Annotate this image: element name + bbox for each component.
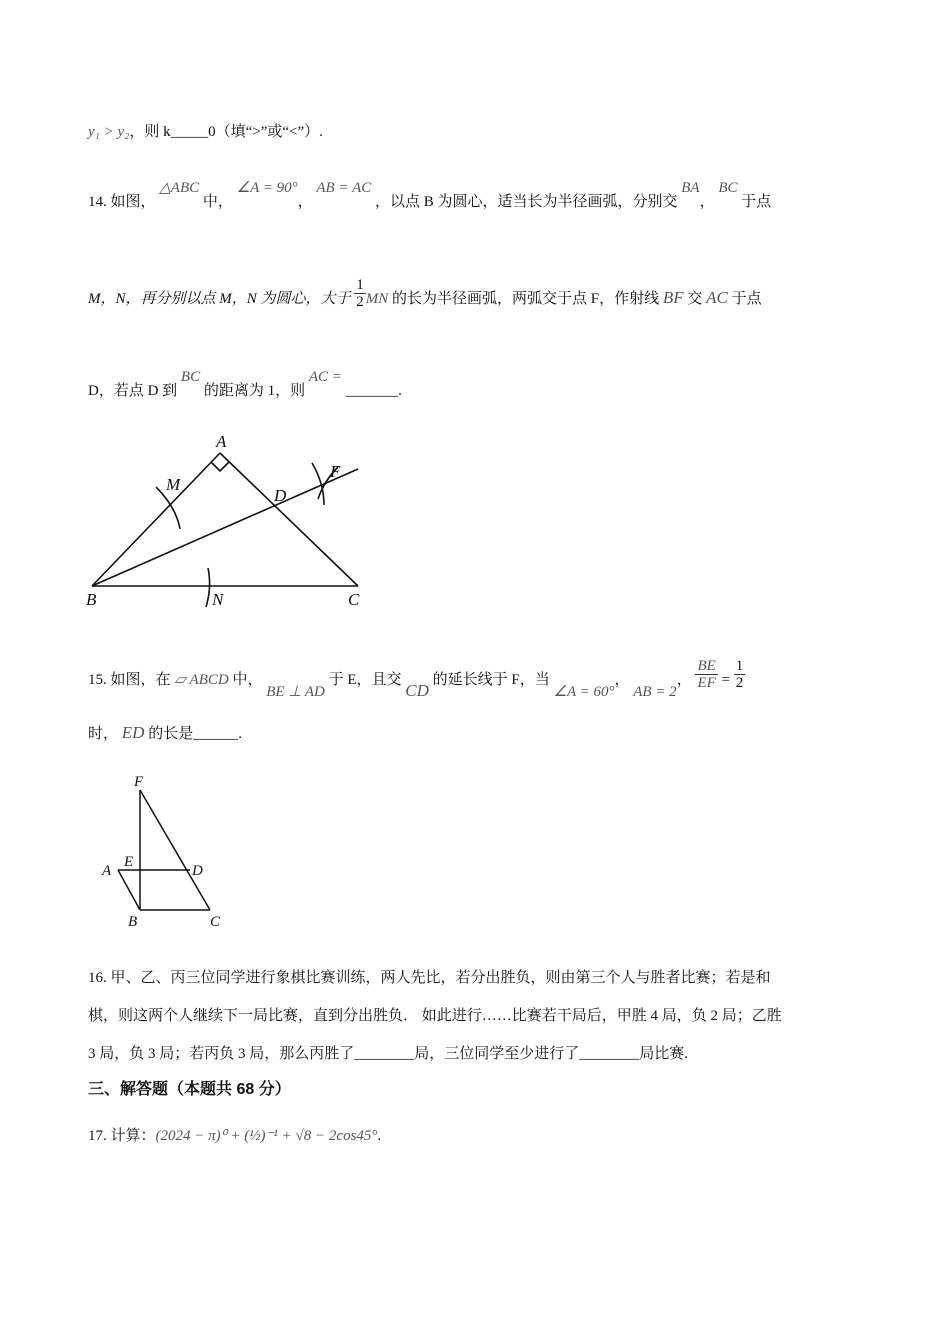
q15-ed: ED — [121, 723, 145, 742]
q14-line3 — [88, 369, 402, 400]
ray-bf — [92, 469, 358, 586]
q15-eq: = — [721, 671, 730, 688]
q15-cd: CD — [405, 680, 429, 700]
q15-angle: ∠A = 60° — [553, 683, 615, 700]
q14-comma2: ， — [699, 194, 715, 210]
label-f: F — [330, 462, 341, 481]
label-a: A — [216, 432, 227, 451]
q14-bc2: BC — [180, 369, 201, 385]
q15-half-fraction — [734, 658, 746, 691]
q14-bc: BC — [718, 180, 738, 196]
figure-triangle-abc — [80, 425, 380, 615]
q15-number: 15. 如图，在 — [88, 671, 171, 688]
section-heading: 三、解答题（本题共 68 分） — [88, 1081, 291, 1098]
q15-ratio-fraction — [695, 658, 717, 691]
q14-l2a: M，N，再分别以点 M，N 为圆心，大于 — [88, 290, 351, 307]
side-ab — [92, 453, 220, 586]
q13-condition: y₁ > y₂ — [88, 124, 130, 140]
q13-text: ，则 k_____0（填“>”或“<”）. — [129, 124, 323, 140]
q14-l2d: 于点 — [731, 290, 762, 307]
q14-half-den: 2 — [356, 294, 364, 310]
q14-text2: 于点 — [741, 194, 772, 210]
q14-bf: BF — [662, 287, 684, 307]
label-d2: D — [192, 863, 203, 879]
arc-n — [206, 568, 210, 607]
label-e2: E — [124, 854, 134, 870]
q14-mid: 中， — [202, 194, 233, 210]
q17-line — [88, 1124, 381, 1145]
label-n: N — [212, 590, 224, 609]
q15-half-num: 1 — [735, 658, 744, 674]
q14-ac-eq: AC = — [308, 369, 342, 385]
label-a2: A — [102, 863, 112, 879]
q14-mn: MN — [365, 290, 389, 307]
q13-tail — [88, 120, 323, 141]
q15-t3: 的延长线于 F，当 — [432, 671, 550, 688]
q15-t2: 于 E，且交 — [328, 671, 402, 688]
q14-l2c: 交 — [687, 290, 703, 307]
q17-end: . — [377, 1128, 382, 1144]
q16-line1: 16. 甲、乙、丙三位同学进行象棋比赛训练，两人先比，若分出胜负，则由第三个人与胜者比赛；若是和 — [88, 970, 771, 986]
q14-line2 — [88, 277, 762, 316]
q14-half-num: 1 — [356, 277, 364, 293]
q15-ratio-den: EF — [697, 675, 716, 691]
label-c2: C — [210, 914, 221, 930]
q15-line2 — [88, 722, 242, 743]
q14-line1 — [88, 180, 772, 211]
label-d: D — [274, 486, 287, 505]
q17-expression: (2024 − π)⁰ + (½)⁻¹ + √8 − 2cos45° — [155, 1128, 378, 1144]
segment-ab — [118, 870, 140, 910]
q16-line2: 棋，则这两个人继续下一局比赛，直到分出胜负． 如此进行……比赛若干局后，甲胜 4 局，负 2 局；乙胜 — [88, 1008, 782, 1024]
q15-half-den: 2 — [735, 675, 744, 691]
q15-perp: BE ⊥ AD — [266, 683, 325, 700]
q15-l2a: 时， — [88, 726, 119, 742]
right-angle-mark — [211, 462, 229, 471]
q15-ratio-num: BE — [697, 658, 716, 674]
segment-fc — [140, 790, 210, 910]
q14-number: 14. 如图， — [88, 194, 156, 210]
q14-ba: BA — [681, 180, 700, 196]
q14-angle: ∠A = 90° — [236, 180, 298, 196]
q15-answer-blank: 的长是______. — [148, 726, 242, 742]
q15-ab: AB = 2 — [633, 683, 677, 700]
label-b: B — [86, 590, 97, 609]
label-f2: F — [134, 774, 144, 790]
q14-l3a: D，若点 D 到 — [88, 383, 178, 399]
q15-parallelogram: ▱ ABCD — [174, 671, 229, 688]
q14-comma1: ， — [297, 194, 313, 210]
q15-comma2: ， — [676, 671, 692, 688]
q17-label: 17. 计算： — [88, 1128, 156, 1144]
q16-line3: 3 局，负 3 局；若丙负 3 局，那么丙胜了________局，三位同学至少进行了________局比赛. — [88, 1046, 689, 1062]
q15-line1 — [88, 658, 745, 700]
figure-parallelogram — [96, 772, 236, 934]
q14-l3b: 的距离为 1，则 — [203, 383, 306, 399]
label-m: M — [166, 475, 181, 494]
label-c: C — [348, 590, 360, 609]
q14-text1: ，以点 B 为圆心，适当长为半径画弧，分别交 — [374, 194, 678, 210]
q14-triangle: △ABC — [159, 180, 200, 196]
q14-answer-blank: _______. — [345, 383, 402, 399]
q14-half-fraction — [354, 277, 366, 310]
q15-comma: ， — [614, 671, 630, 688]
q14-ac: AC — [706, 287, 728, 307]
q14-equality: AB = AC — [316, 180, 372, 196]
q14-l2b: 的长为半径画弧，两弧交于点 F，作射线 — [392, 290, 660, 307]
q15-t1: 中， — [232, 671, 263, 688]
label-b2: B — [128, 914, 138, 930]
